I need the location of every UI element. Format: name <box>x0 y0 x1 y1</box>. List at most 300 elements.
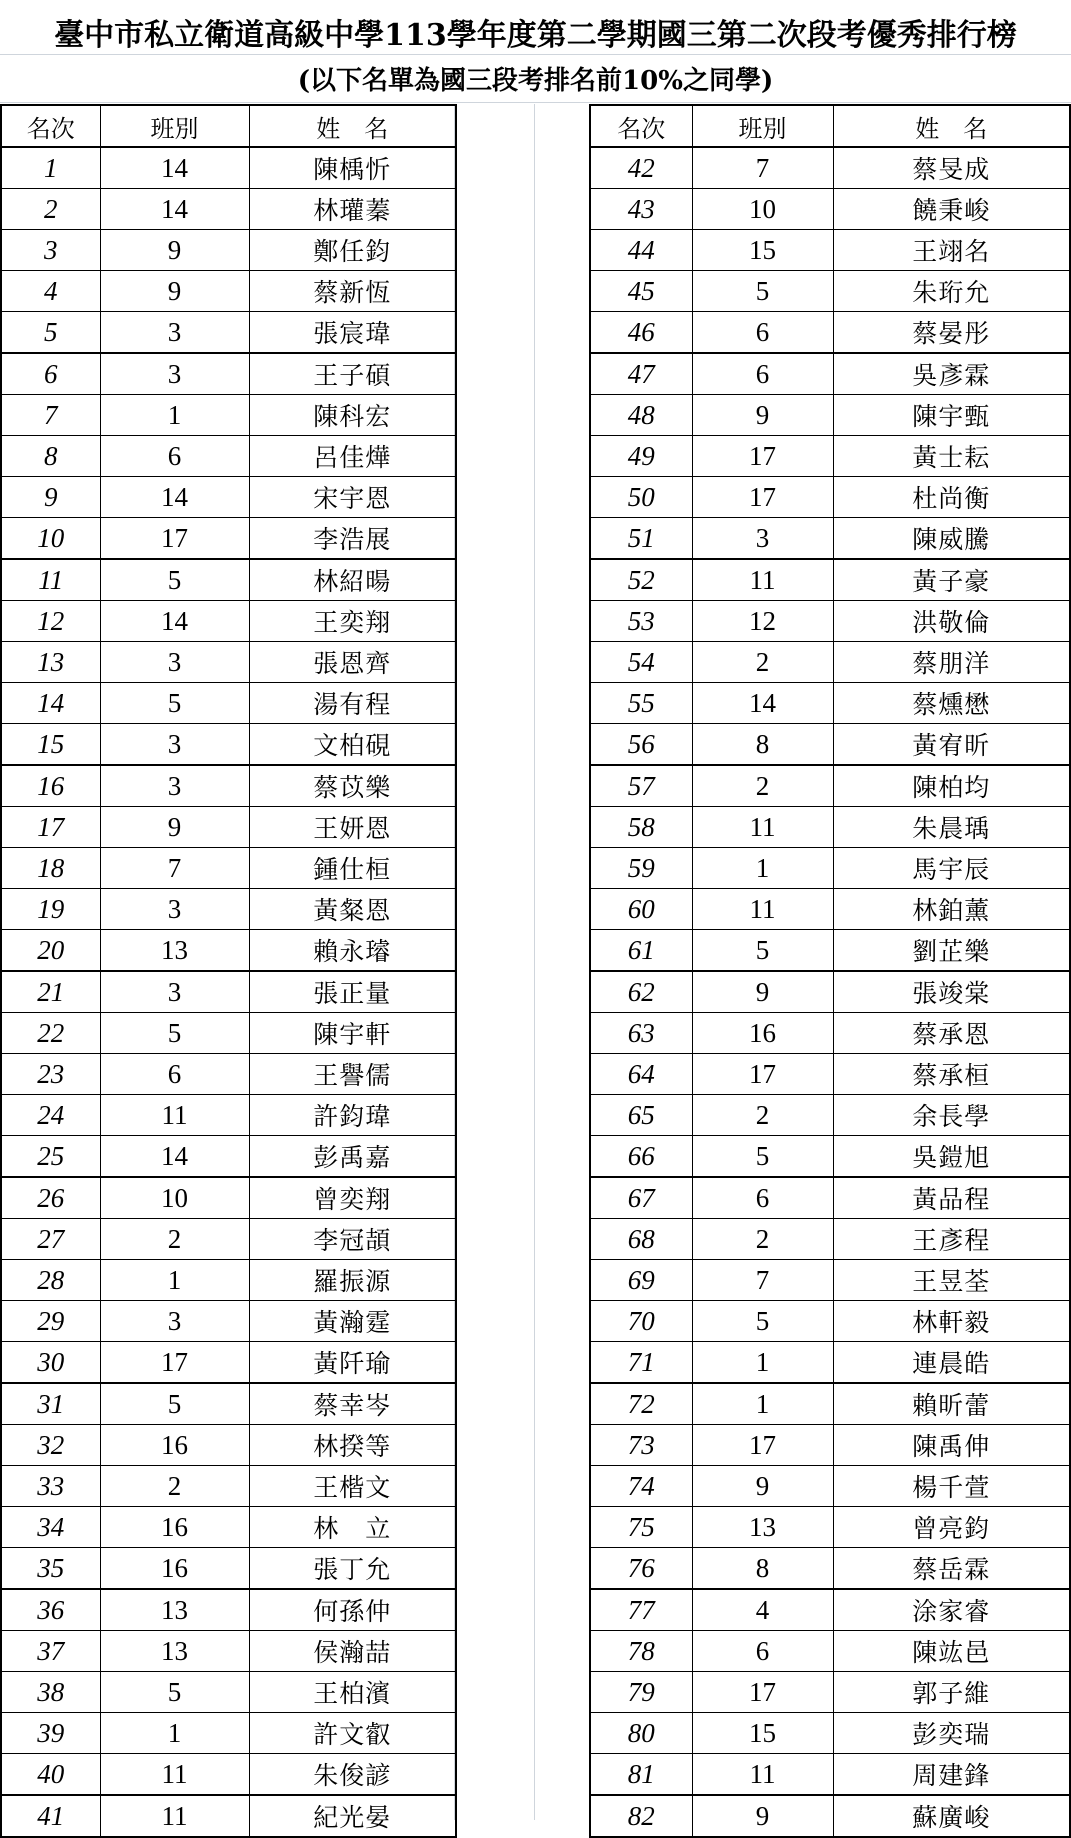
table-row <box>1 642 456 683</box>
rank-cell: 25 <box>1 1136 100 1178</box>
class-cell: 16 <box>100 1425 249 1466</box>
name-cell: 涂家睿 <box>833 1589 1070 1631</box>
name-cell: 黃粲恩 <box>249 889 456 930</box>
class-cell: 17 <box>692 477 833 518</box>
name-cell: 張正量 <box>249 971 456 1013</box>
class-cell: 9 <box>692 395 833 436</box>
class-cell: 5 <box>100 1013 249 1054</box>
table-row <box>590 1548 1070 1590</box>
class-cell: 7 <box>692 1260 833 1301</box>
name-cell: 王柏濱 <box>249 1672 456 1713</box>
rank-cell: 53 <box>590 601 692 642</box>
table-row <box>1 1631 456 1672</box>
table-row <box>590 1177 1070 1219</box>
table-row <box>590 1589 1070 1631</box>
rank-cell: 82 <box>590 1795 692 1837</box>
name-cell: 張丁允 <box>249 1548 456 1590</box>
rank-cell: 44 <box>590 230 692 271</box>
class-cell: 13 <box>100 1589 249 1631</box>
table-row <box>1 807 456 848</box>
name-cell: 王妍恩 <box>249 807 456 848</box>
rank-cell: 1 <box>1 147 100 189</box>
table-row <box>590 1342 1070 1384</box>
rank-cell: 15 <box>1 724 100 766</box>
name-cell: 黃子豪 <box>833 559 1070 601</box>
name-cell: 宋宇恩 <box>249 477 456 518</box>
rank-cell: 64 <box>590 1054 692 1095</box>
class-cell: 2 <box>692 1219 833 1260</box>
class-cell: 5 <box>100 1383 249 1425</box>
rank-cell: 30 <box>1 1342 100 1384</box>
name-cell: 杜尚衡 <box>833 477 1070 518</box>
class-cell: 2 <box>692 642 833 683</box>
class-cell: 16 <box>100 1548 249 1590</box>
sheet-gridline <box>0 54 1071 55</box>
table-row <box>1 271 456 312</box>
rank-cell: 22 <box>1 1013 100 1054</box>
table-row <box>590 395 1070 436</box>
rank-cell: 24 <box>1 1095 100 1136</box>
name-cell: 洪敬倫 <box>833 601 1070 642</box>
rank-cell: 69 <box>590 1260 692 1301</box>
table-row <box>590 807 1070 848</box>
table-row <box>1 889 456 930</box>
rank-cell: 71 <box>590 1342 692 1384</box>
table-row <box>1 353 456 395</box>
class-cell: 4 <box>692 1589 833 1631</box>
class-cell: 3 <box>100 353 249 395</box>
name-cell: 紀光晏 <box>249 1795 456 1837</box>
table-row <box>1 477 456 518</box>
class-cell: 14 <box>100 1136 249 1178</box>
name-cell: 黃品程 <box>833 1177 1070 1219</box>
table-row <box>1 1754 456 1796</box>
class-cell: 6 <box>692 353 833 395</box>
rank-cell: 61 <box>590 930 692 972</box>
name-cell: 郭子維 <box>833 1672 1070 1713</box>
class-cell: 3 <box>100 889 249 930</box>
name-cell: 吳鎧旭 <box>833 1136 1070 1178</box>
name-cell: 林瓘蓁 <box>249 189 456 230</box>
ranking-table-left <box>0 104 457 1838</box>
class-cell: 1 <box>100 1260 249 1301</box>
table-row <box>590 1507 1070 1548</box>
name-cell: 蔡承桓 <box>833 1054 1070 1095</box>
rank-cell: 21 <box>1 971 100 1013</box>
rank-cell: 34 <box>1 1507 100 1548</box>
name-cell: 賴昕蕾 <box>833 1383 1070 1425</box>
rank-cell: 55 <box>590 683 692 724</box>
rank-cell: 36 <box>1 1589 100 1631</box>
name-cell: 鍾仕桓 <box>249 848 456 889</box>
class-cell: 14 <box>100 189 249 230</box>
rank-cell: 65 <box>590 1095 692 1136</box>
name-cell: 蔡燻懋 <box>833 683 1070 724</box>
name-cell: 楊千萱 <box>833 1466 1070 1507</box>
table-row <box>1 1136 456 1178</box>
name-cell: 蔡承恩 <box>833 1013 1070 1054</box>
name-cell: 賴永璿 <box>249 930 456 972</box>
name-cell: 蘇廣峻 <box>833 1795 1070 1837</box>
rank-cell: 49 <box>590 436 692 477</box>
class-cell: 3 <box>100 724 249 766</box>
table-row <box>1 971 456 1013</box>
class-cell: 16 <box>692 1013 833 1054</box>
table-row <box>1 559 456 601</box>
class-cell: 3 <box>100 312 249 354</box>
name-cell: 王奕翔 <box>249 601 456 642</box>
table-row <box>1 1342 456 1384</box>
rank-cell: 14 <box>1 683 100 724</box>
class-cell: 2 <box>692 1095 833 1136</box>
class-cell: 6 <box>692 1177 833 1219</box>
table-row <box>1 230 456 271</box>
rank-cell: 76 <box>590 1548 692 1590</box>
class-cell: 3 <box>100 642 249 683</box>
rank-cell: 59 <box>590 848 692 889</box>
name-cell: 林軒毅 <box>833 1301 1070 1342</box>
rank-cell: 79 <box>590 1672 692 1713</box>
class-cell: 17 <box>692 1425 833 1466</box>
table-row <box>590 1136 1070 1178</box>
name-column-header: 姓 名 <box>833 105 1070 147</box>
rank-cell: 54 <box>590 642 692 683</box>
rank-cell: 16 <box>1 765 100 807</box>
name-column-header: 姓 名 <box>249 105 456 147</box>
name-cell: 林紹暘 <box>249 559 456 601</box>
rank-cell: 23 <box>1 1054 100 1095</box>
name-cell: 蔡新恆 <box>249 271 456 312</box>
name-cell: 黃宥昕 <box>833 724 1070 766</box>
rank-cell: 72 <box>590 1383 692 1425</box>
table-row <box>1 1383 456 1425</box>
name-cell: 黃士耘 <box>833 436 1070 477</box>
rank-cell: 26 <box>1 1177 100 1219</box>
table-row <box>590 1672 1070 1713</box>
table-row <box>1 1672 456 1713</box>
name-cell: 蔡朋洋 <box>833 642 1070 683</box>
name-cell: 吳彥霖 <box>833 353 1070 395</box>
class-cell: 9 <box>100 230 249 271</box>
table-row <box>1 147 456 189</box>
class-cell: 8 <box>692 724 833 766</box>
rank-cell: 50 <box>590 477 692 518</box>
class-cell: 1 <box>692 1383 833 1425</box>
class-cell: 3 <box>692 518 833 560</box>
class-cell: 11 <box>692 1754 833 1796</box>
rank-cell: 74 <box>590 1466 692 1507</box>
table-row <box>1 1013 456 1054</box>
class-cell: 3 <box>100 1301 249 1342</box>
class-cell: 14 <box>100 601 249 642</box>
class-cell: 15 <box>692 230 833 271</box>
rank-cell: 57 <box>590 765 692 807</box>
name-cell: 黃阡瑜 <box>249 1342 456 1384</box>
table-row <box>590 724 1070 766</box>
class-cell: 17 <box>100 518 249 560</box>
class-cell: 5 <box>692 930 833 972</box>
name-cell: 侯瀚喆 <box>249 1631 456 1672</box>
class-cell: 1 <box>100 395 249 436</box>
rank-cell: 31 <box>1 1383 100 1425</box>
table-row <box>1 1054 456 1095</box>
sheet-gridline <box>0 102 1071 103</box>
class-cell: 9 <box>692 971 833 1013</box>
class-cell: 14 <box>692 683 833 724</box>
rank-cell: 37 <box>1 1631 100 1672</box>
table-row <box>1 1507 456 1548</box>
name-cell: 張恩齊 <box>249 642 456 683</box>
rank-cell: 32 <box>1 1425 100 1466</box>
class-cell: 9 <box>100 807 249 848</box>
table-row <box>590 189 1070 230</box>
rank-cell: 51 <box>590 518 692 560</box>
table-row <box>1 601 456 642</box>
class-cell: 9 <box>100 271 249 312</box>
name-cell: 余長學 <box>833 1095 1070 1136</box>
rank-cell: 7 <box>1 395 100 436</box>
rank-cell: 28 <box>1 1260 100 1301</box>
name-cell: 朱俊諺 <box>249 1754 456 1796</box>
class-cell: 17 <box>692 1672 833 1713</box>
rank-cell: 62 <box>590 971 692 1013</box>
name-cell: 周建鋒 <box>833 1754 1070 1796</box>
rank-cell: 6 <box>1 353 100 395</box>
class-cell: 11 <box>692 889 833 930</box>
class-cell: 16 <box>100 1507 249 1548</box>
name-cell: 林揆等 <box>249 1425 456 1466</box>
name-cell: 林 立 <box>249 1507 456 1548</box>
class-cell: 10 <box>692 189 833 230</box>
table-row <box>590 559 1070 601</box>
rank-cell: 17 <box>1 807 100 848</box>
name-cell: 王彥程 <box>833 1219 1070 1260</box>
class-cell: 6 <box>100 1054 249 1095</box>
table-row <box>590 1383 1070 1425</box>
table-row <box>1 1095 456 1136</box>
table-row <box>590 848 1070 889</box>
table-row <box>1 1219 456 1260</box>
name-cell: 曾奕翔 <box>249 1177 456 1219</box>
name-cell: 陳禹伸 <box>833 1425 1070 1466</box>
table-row <box>1 1548 456 1590</box>
table-row <box>590 1095 1070 1136</box>
table-row <box>1 683 456 724</box>
rank-column-header: 名次 <box>1 105 100 147</box>
name-cell: 陳科宏 <box>249 395 456 436</box>
class-cell: 2 <box>100 1219 249 1260</box>
table-row <box>590 477 1070 518</box>
table-row <box>590 1219 1070 1260</box>
rank-cell: 18 <box>1 848 100 889</box>
rank-cell: 56 <box>590 724 692 766</box>
name-cell: 王昱荃 <box>833 1260 1070 1301</box>
name-cell: 蔡旻成 <box>833 147 1070 189</box>
rank-cell: 3 <box>1 230 100 271</box>
name-cell: 蔡晏彤 <box>833 312 1070 354</box>
table-row <box>590 312 1070 354</box>
rank-cell: 41 <box>1 1795 100 1837</box>
rank-cell: 10 <box>1 518 100 560</box>
name-cell: 李浩展 <box>249 518 456 560</box>
table-row <box>1 518 456 560</box>
table-row <box>1 1425 456 1466</box>
rank-cell: 60 <box>590 889 692 930</box>
table-row <box>590 1425 1070 1466</box>
class-cell: 17 <box>692 436 833 477</box>
rank-cell: 78 <box>590 1631 692 1672</box>
rank-cell: 80 <box>590 1713 692 1754</box>
rank-cell: 27 <box>1 1219 100 1260</box>
name-cell: 許文叡 <box>249 1713 456 1754</box>
table-row <box>590 1260 1070 1301</box>
rank-cell: 19 <box>1 889 100 930</box>
class-cell: 5 <box>100 559 249 601</box>
rank-cell: 20 <box>1 930 100 972</box>
page-title: 臺中市私立衛道高級中學113學年度第二學期國三第二次段考優秀排行榜 <box>54 18 1017 53</box>
class-cell: 5 <box>100 1672 249 1713</box>
rank-cell: 39 <box>1 1713 100 1754</box>
class-cell: 11 <box>692 559 833 601</box>
name-cell: 王翊名 <box>833 230 1070 271</box>
class-cell: 14 <box>100 477 249 518</box>
class-column-header: 班別 <box>692 105 833 147</box>
table-row <box>1 1466 456 1507</box>
rank-cell: 48 <box>590 395 692 436</box>
name-cell: 陳宇甄 <box>833 395 1070 436</box>
rank-cell: 75 <box>590 1507 692 1548</box>
rank-cell: 40 <box>1 1754 100 1796</box>
rank-cell: 8 <box>1 436 100 477</box>
rank-cell: 12 <box>1 601 100 642</box>
class-cell: 1 <box>692 848 833 889</box>
class-cell: 11 <box>100 1754 249 1796</box>
name-cell: 陳楀忻 <box>249 147 456 189</box>
rank-cell: 63 <box>590 1013 692 1054</box>
class-cell: 12 <box>692 601 833 642</box>
rank-cell: 73 <box>590 1425 692 1466</box>
class-cell: 2 <box>100 1466 249 1507</box>
name-cell: 羅振源 <box>249 1260 456 1301</box>
table-row <box>590 1631 1070 1672</box>
class-cell: 14 <box>100 147 249 189</box>
rank-cell: 9 <box>1 477 100 518</box>
rank-cell: 77 <box>590 1589 692 1631</box>
table-row <box>1 1713 456 1754</box>
name-cell: 王楷文 <box>249 1466 456 1507</box>
class-cell: 1 <box>100 1713 249 1754</box>
name-cell: 曾亮鈞 <box>833 1507 1070 1548</box>
rank-cell: 38 <box>1 1672 100 1713</box>
class-cell: 15 <box>692 1713 833 1754</box>
class-cell: 13 <box>692 1507 833 1548</box>
name-cell: 黃瀚霆 <box>249 1301 456 1342</box>
rank-cell: 68 <box>590 1219 692 1260</box>
table-row <box>590 971 1070 1013</box>
rank-cell: 43 <box>590 189 692 230</box>
table-row <box>590 930 1070 972</box>
class-cell: 7 <box>100 848 249 889</box>
class-cell: 5 <box>692 1301 833 1342</box>
table-row <box>590 1466 1070 1507</box>
name-cell: 朱晨瑀 <box>833 807 1070 848</box>
table-row <box>1 1177 456 1219</box>
name-cell: 蔡幸岑 <box>249 1383 456 1425</box>
class-cell: 11 <box>692 807 833 848</box>
class-cell: 17 <box>100 1342 249 1384</box>
name-cell: 彭奕瑞 <box>833 1713 1070 1754</box>
class-cell: 6 <box>100 436 249 477</box>
table-row <box>1 1260 456 1301</box>
name-cell: 馬宇辰 <box>833 848 1070 889</box>
name-cell: 何孫仲 <box>249 1589 456 1631</box>
name-cell: 陳威騰 <box>833 518 1070 560</box>
class-cell: 9 <box>692 1795 833 1837</box>
name-cell: 王譽儒 <box>249 1054 456 1095</box>
table-row <box>590 518 1070 560</box>
table-row <box>590 147 1070 189</box>
table-row <box>590 1754 1070 1796</box>
class-cell: 1 <box>692 1342 833 1384</box>
class-cell: 13 <box>100 1631 249 1672</box>
table-row <box>590 765 1070 807</box>
rank-cell: 67 <box>590 1177 692 1219</box>
table-row <box>1 1301 456 1342</box>
table-header-row <box>590 105 1070 147</box>
name-cell: 連晨皓 <box>833 1342 1070 1384</box>
table-header-row <box>1 105 456 147</box>
name-cell: 呂佳燁 <box>249 436 456 477</box>
rank-cell: 11 <box>1 559 100 601</box>
class-column-header: 班別 <box>100 105 249 147</box>
rank-cell: 58 <box>590 807 692 848</box>
class-cell: 9 <box>692 1466 833 1507</box>
rank-cell: 33 <box>1 1466 100 1507</box>
name-cell: 陳柏均 <box>833 765 1070 807</box>
table-row <box>590 436 1070 477</box>
name-cell: 朱珩允 <box>833 271 1070 312</box>
table-row <box>590 353 1070 395</box>
name-cell: 林鉑薰 <box>833 889 1070 930</box>
table-row <box>590 1301 1070 1342</box>
rank-cell: 47 <box>590 353 692 395</box>
name-cell: 張竣棠 <box>833 971 1070 1013</box>
table-row <box>590 601 1070 642</box>
table-row <box>590 889 1070 930</box>
rank-cell: 70 <box>590 1301 692 1342</box>
rank-cell: 2 <box>1 189 100 230</box>
table-row <box>590 1013 1070 1054</box>
name-cell: 蔡苡樂 <box>249 765 456 807</box>
name-cell: 彭禹嘉 <box>249 1136 456 1178</box>
class-cell: 6 <box>692 1631 833 1672</box>
class-cell: 5 <box>100 683 249 724</box>
table-row <box>1 312 456 354</box>
class-cell: 7 <box>692 147 833 189</box>
class-cell: 5 <box>692 271 833 312</box>
rank-cell: 42 <box>590 147 692 189</box>
table-row <box>590 1713 1070 1754</box>
name-cell: 張宸瑋 <box>249 312 456 354</box>
table-row <box>1 1589 456 1631</box>
name-cell: 鄭任鈞 <box>249 230 456 271</box>
rank-column-header: 名次 <box>590 105 692 147</box>
rank-cell: 29 <box>1 1301 100 1342</box>
table-row <box>1 189 456 230</box>
name-cell: 湯有程 <box>249 683 456 724</box>
table-row <box>590 683 1070 724</box>
class-cell: 11 <box>100 1795 249 1837</box>
